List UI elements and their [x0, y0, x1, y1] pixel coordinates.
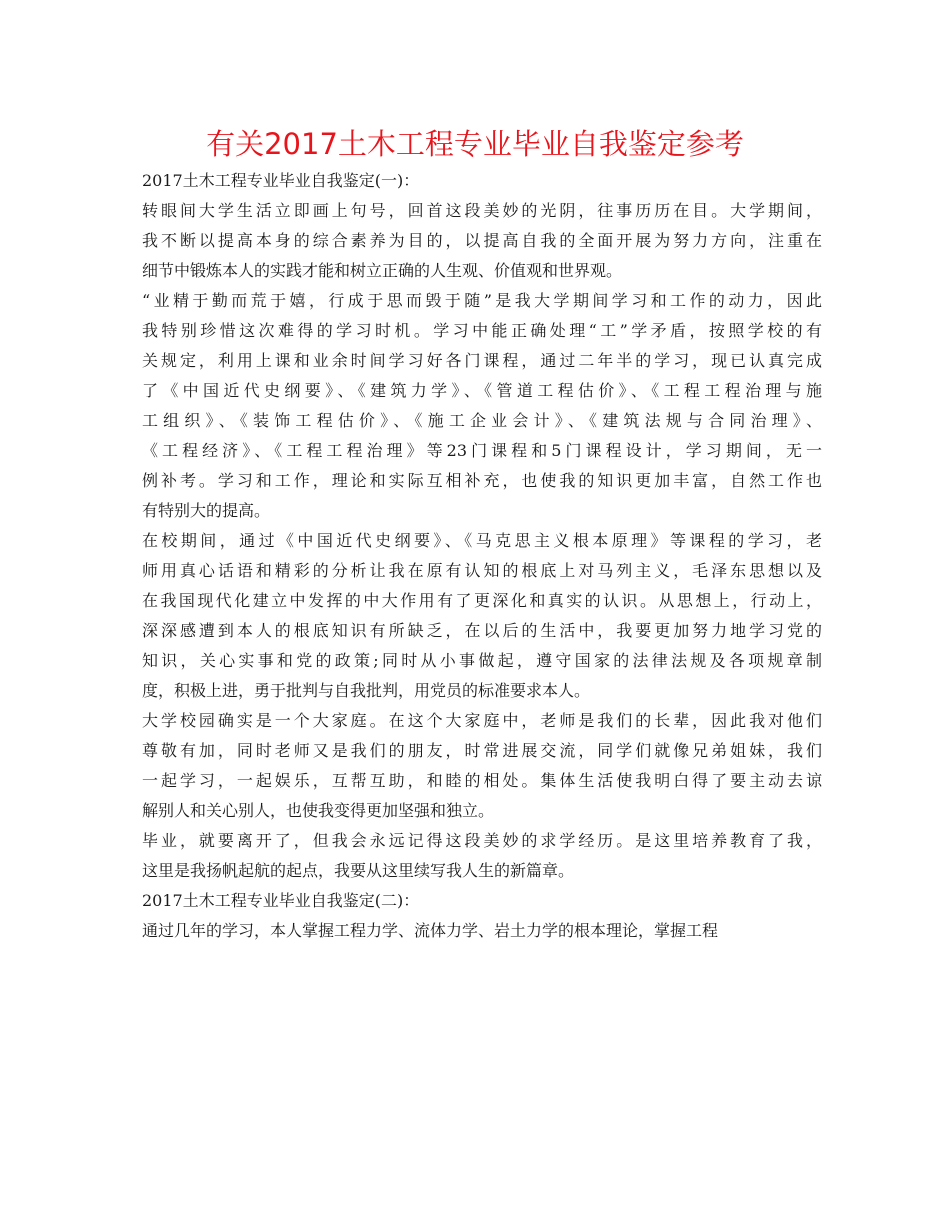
document-body: [142, 166, 822, 946]
paragraph-line: 在校期间，通过《中国近代史纲要》、《马克思主义根本原理》等课程的学习，老: [142, 531, 822, 550]
paragraph-line: 尊敬有加，同时老师又是我们的朋友，时常进展交流，同学们就像兄弟姐妹，我们: [142, 741, 822, 760]
paragraph: [142, 196, 822, 286]
paragraph-line: 毕业，就要离开了，但我会永远记得这段美妙的求学经历。是这里培养教育了我，: [142, 831, 822, 850]
paragraph-line: 工组织》、《装饰工程估价》、《施工企业会计》、《建筑法规与合同治理》、: [142, 411, 822, 430]
paragraph-line: 有特别大的提高。: [142, 501, 271, 520]
paragraph-line: 例补考。学习和工作，理论和实际互相补充，也使我的知识更加丰富，自然工作也: [142, 471, 822, 490]
paragraph-line: 深深感遭到本人的根底知识有所缺乏，在以后的生活中，我要更加努力地学习党的: [142, 621, 822, 640]
paragraph: [142, 706, 822, 826]
document-title: 有关2017土木工程专业毕业自我鉴定参考: [206, 127, 744, 161]
paragraph: [142, 916, 822, 946]
paragraph: [142, 886, 822, 916]
paragraph-line: 通过几年的学习，本人掌握工程力学、流体力学、岩土力学的根本理论，掌握工程: [142, 921, 719, 940]
paragraph: [142, 286, 822, 526]
paragraph-line: “业精于勤而荒于嬉，行成于思而毁于随”是我大学期间学习和工作的动力，因此: [142, 291, 822, 310]
paragraph-line: 解别人和关心别人，也使我变得更加坚强和独立。: [142, 801, 495, 820]
paragraph-line: 2017土木工程专业毕业自我鉴定(一)：: [142, 171, 420, 190]
paragraph-line: 度，积极上进，勇于批判与自我批判，用党员的标准要求本人。: [142, 681, 591, 700]
paragraph: [142, 526, 822, 706]
paragraph-line: 细节中锻炼本人的实践才能和树立正确的人生观、价值观和世界观。: [142, 261, 623, 280]
paragraph-line: 我不断以提高本身的综合素养为目的，以提高自我的全面开展为努力方向，注重在: [142, 231, 822, 250]
paragraph-line: 关规定，利用上课和业余时间学习好各门课程，通过二年半的学习，现已认真完成: [142, 351, 822, 370]
paragraph-line: 转眼间大学生活立即画上句号，回首这段美妙的光阴，往事历历在目。大学期间，: [142, 201, 822, 220]
paragraph-line: 2017土木工程专业毕业自我鉴定(二)：: [142, 891, 420, 910]
paragraph-line: 在我国现代化建立中发挥的中大作用有了更深化和真实的认识。从思想上，行动上，: [142, 591, 822, 610]
paragraph-line: 知识，关心实事和党的政策;同时从小事做起，遵守国家的法律法规及各项规章制: [142, 651, 822, 670]
paragraph-line: 师用真心话语和精彩的分析让我在原有认知的根底上对马列主义，毛泽东思想以及: [142, 561, 822, 580]
paragraph-line: 我特别珍惜这次难得的学习时机。学习中能正确处理“工”学矛盾，按照学校的有: [142, 321, 822, 340]
paragraph-line: 这里是我扬帆起航的起点，我要从这里续写我人生的新篇章。: [142, 861, 575, 880]
paragraph: [142, 826, 822, 886]
paragraph-line: 了《中国近代史纲要》、《建筑力学》、《管道工程估价》、《工程工程治理与施: [142, 381, 822, 400]
paragraph: [142, 166, 822, 196]
paragraph-line: 《工程经济》、《工程工程治理》等23门课程和5门课程设计，学习期间，无一: [142, 441, 822, 460]
paragraph-line: 大学校园确实是一个大家庭。在这个大家庭中，老师是我们的长辈，因此我对他们: [142, 711, 822, 730]
paragraph-line: 一起学习，一起娱乐，互帮互助，和睦的相处。集体生活使我明白得了要主动去谅: [142, 771, 822, 790]
